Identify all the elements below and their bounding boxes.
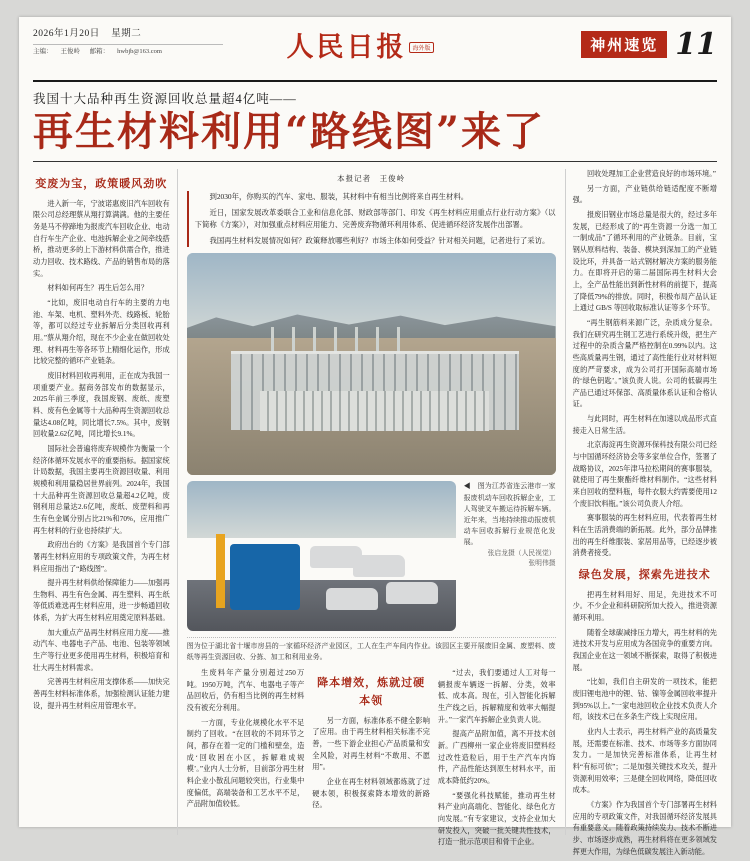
mid-col-1	[187, 668, 305, 852]
paragraph: 进入新一年，宁波诺惠废旧汽车回收有限公司总经理蔡从翔打算满满。他的主要任务是马不停蹄地为报废汽车回收企业、电动自行车生产企业、电池拆解企业之间牵线搭桥，推动更多的上下游材料供需合作，推进动力回收、技术路线、产品的销售布局的落实。	[33, 199, 170, 278]
paragraph: 随着全球碳减排压力增大，再生材料的先进技术开发与应用成为各国竞争的重要方向。我国企业在这一领域不断探索，取得了积极进展。	[572, 628, 717, 672]
paper-title: 人民日报	[286, 32, 407, 63]
paragraph: 生废料年产量分别超过250万吨。1950万吨，汽车、电器电子等产品回收后，仍有相当比例的再生材料没有被充分利用。	[186, 669, 305, 713]
photo-car	[386, 582, 438, 604]
photo-credit-main: 张启龙摄（人民视觉）	[487, 549, 556, 557]
subhead-right: 绿色发展，探索先进技术	[578, 569, 711, 581]
email-label: 邮箱：	[89, 48, 110, 56]
caption-text: ◀ 图为江苏省连云港市一家报废机动车回收拆解企业，工人驾驶叉车搬运待拆解车辆。近年来，当地持续推动报废机动车回收拆解行业规范化发展。	[463, 482, 556, 547]
paragraph: 政府出台的《方案》是我国首个专门部署再生材料应用的专项政策文件，为再生材料应用指出了“路线图”。	[33, 541, 170, 573]
lede-paragraph: 我国再生材料发展情况如何？政策释放哪些利好？市场主体如何受益？针对相关问题，记者进行了采访。	[209, 235, 550, 245]
page-number: 11	[675, 27, 717, 62]
mid-col-2	[312, 668, 430, 852]
photo-industrial-park	[187, 253, 556, 475]
paragraph: 把再生材料用好、用足，先进技术不可少。不少企业和科研院所加大投入，推进资源循环利用。	[572, 590, 717, 623]
lede-paragraph: 近日，国家发展改革委联合工业和信息化部、财政部等部门、印发《再生材料应用重点行业行动方案》（以下简称《方案》），对加强重点材料应用能力、完善废弃物循环利用体系、促进循环经济发展作出部署。	[194, 207, 556, 230]
photo-caption-main: 图为位于湖北省十堰市房县的一家循环经济产业园区，工人在生产车间内作业。该园区主要开展废旧金属、废塑料、废纸等再生资源回收、分拣、加工和利用业务。	[187, 637, 556, 663]
paragraph: 业内人士表示，再生材料产业的高质量发展，还需要在标准、技术、市场等多方面协同发力。一是加快完善标准体系，让再生材料“有标可依”；二是加强关键技术攻关，提升资源利用效率；三是健全回收网络，降低回收成本。	[572, 728, 717, 795]
photo-caption-side	[464, 481, 556, 637]
column-left	[33, 169, 178, 835]
column-middle	[186, 169, 556, 847]
paragraph: 报废旧钢业市场总量是很大的，经过多年发展，已经形成了的“再生资源一分选一加工一制成品”了循环利用的产业链条。目前，宝钢从原料结构、装备、模块到深加工的产业链设比环，并具备一站式钢材解决方案的服务能力。在即将开启的第二届国际再生材料大会上，全产品性能出到新性材料的前提下，提高了降低79%的排放。同时，积极布局产品认证上通过 GB/S 等回收取标准认证等多个环节。	[572, 210, 717, 313]
paragraph: “要强化科技赋能，推动再生材料产业向高端化、智能化、绿色化方向发展。”有专家建议，支持企业加大研发投入，突破一批关键共性技术，打造一批示范项目和骨干企业。	[437, 791, 556, 847]
photo-car	[326, 588, 378, 610]
lede-block	[187, 191, 556, 247]
paragraph: “比如，废旧电动自行车的主要的力电池、车架、电机、塑料外壳、线路板、轮胎等，都可以经过专业拆解后分类回收再利用。”蔡从翔介绍，现在不少企业在做回收处理、材料再生等各环节上精细化运作，形成比较完整的循环产业链条。	[33, 299, 170, 366]
paragraph: 一方面，专业化规模化水平不足制约了回收。“在回收的不同环节之间，都存在着一定的门槛和壁垒，造成‘回收困在小区，拆解难成规模’。”业内人士分析，目前部分再生材料企业小散乱问题较突出，行业集中度偏低，高端装备和工艺水平不足，产品附加值较低。	[186, 718, 305, 809]
paragraph: “比如，我们自主研发的一项技术，能把废旧锂电池中的锂、钴、镍等金属回收率提升到95%以上。”一家电池回收企业技术负责人介绍，该技术已在多条生产线上实现应用。	[572, 678, 717, 722]
paragraph: 国际社会普遍将废弃规模作为衡量一个经济体循环发展水平的重要指标。据国家统计局数据，我国主要再生资源回收量、利用规模和利用量稳居世界前列。2024年，我国十大品种再生资源回收总量超4.2亿吨，废钢利用总量达2.6亿吨，废纸、废塑料和再生有色金属分别占比21%和70%，应用推广再生材料的行业也持续扩大。	[33, 444, 170, 535]
paragraph: 废旧材料回收再利用，正在成为我国一项重要产业。据商务部发布的数据显示，2025年前三季度，我国废钢、废纸、废塑料、废有色金属等十大品种再生资源回收总量达4.08亿吨，同比增长7.5%。其中，废钢回收量2.62亿吨，同比增长9.1%。	[33, 372, 170, 439]
paper-edition-badge: 海外版	[409, 42, 433, 53]
paragraph: 提升再生材料供给保障能力——加强再生物料、再生有色金属、再生塑料、再生纸等低质难选再生材料应用，进一步畅通回收体系，为扩大再生材料应用奠定原料基础。	[33, 579, 170, 623]
section-badge: 神州速览	[581, 31, 667, 58]
newspaper-page	[19, 17, 731, 856]
photo-car	[353, 555, 405, 577]
paragraph: 完善再生材料应用支撑体系——加快完善再生材料标准体系，加强检测认证能力建设，提升再生材料应用管理水平。	[33, 678, 170, 710]
paragraph: 企业在再生材料领域都炼就了过硬本领，积极探索降本增效的新路径。	[312, 778, 430, 810]
photo-vehicle-recycling	[187, 481, 456, 631]
publication-date	[33, 27, 223, 41]
mid-bottom-columns	[187, 668, 556, 852]
subhead-left: 变废为宝，政策暖风劲吹	[35, 178, 168, 190]
masthead-left	[33, 27, 223, 57]
page-title: 再生材料利用“路线图”来了	[33, 108, 546, 155]
paragraph: 赛事服装的再生材料应用，代表着再生材料在生活消费端的新拓展。此外，部分品牌推出的再生纤维服装、家居用品等，已经逐步被消费者接受。	[572, 514, 717, 558]
paragraph: 另一方面，产业链供给链适配度不断增强。	[572, 184, 717, 205]
mid-col-3	[438, 668, 556, 852]
email-value: hwbjb@163.com	[117, 48, 162, 56]
paragraph: 加大重点产品再生材料应用力度——推动汽车、电器电子产品、电池、包装等领域生产等行业更多使用再生材料，积极培育和壮大再生材料需求。	[33, 628, 170, 672]
byline: 本报记者 王俊岭	[337, 174, 406, 183]
paragraph: 提高产品附加值，离不开技术创新。广西柳州一家企业将废旧塑料经过改性造粒后，用于生产汽车内饰件，产品性能达到原生材料水平，而成本降低约20%。	[437, 730, 556, 786]
lede-paragraph: 到2030年，你购买的汽车、家电、服装，其材料中有相当比例将来自再生材料。	[209, 192, 469, 202]
paragraph: 北京海淀再生资源环保科技有限公司已经与中国循环经济协会等多家单位合作，签署了战略协议，2025年津马拉松期间的赛事服装，就使用了再生聚酯纤维材料制作。“这些材料来自回收的塑料瓶，每件衣服大约需要使用12个废旧饮料瓶。”该公司负责人介绍。	[572, 441, 717, 508]
article-body	[33, 169, 717, 856]
masthead-logo	[223, 25, 497, 64]
paragraph: 回收处理加工企业营造良好的市场环境。”	[586, 170, 716, 178]
editor-label: 主编：	[33, 48, 53, 56]
paragraph: “过去，我们要通过人工对每一辆报废车辆逐一拆解、分类，效率低、成本高。现在，引入智能化拆解生产线之后，拆解精度和效率大幅提升。”一家汽车拆解企业负责人说。	[437, 669, 556, 724]
paragraph: 另一方面，标准体系不健全影响了应用。由于再生材料相关标准不完善，一些下游企业担心产品质量和安全风险，对再生材料“不敢用、不愿用”。	[312, 716, 430, 772]
masthead	[33, 27, 717, 82]
photo-forklift	[230, 544, 300, 610]
masthead-right	[497, 27, 717, 62]
paragraph: 《方案》作为我国首个专门部署再生材料应用的专项政策文件，对我国循环经济发展具有重要意义。随着政策持续发力、技术不断进步、市场逐步成熟，再生材料将在更多领域发挥更大作用，为绿色低碳发展注入新动能。	[572, 800, 717, 856]
masthead-meta	[33, 44, 223, 57]
editor-name: 王俊岭	[60, 48, 80, 56]
headline-zone	[33, 82, 717, 162]
headline-kicker: 我国十大品种再生资源回收总量超4亿吨——	[33, 92, 297, 106]
photo-credit-sub: 张明伟摄	[528, 559, 556, 567]
photo-factory-roofs-2	[260, 391, 489, 431]
photo-sky	[187, 481, 456, 538]
photo-smokestacks	[253, 327, 401, 354]
subhead-mid: 降本增效，炼就过硬本领	[317, 677, 426, 707]
date-text: 2026年1月20日	[33, 29, 100, 39]
paragraph: 与此同时，再生材料在加速以成品形式直接走入日常生活。	[572, 415, 717, 435]
weekday-text: 星期二	[111, 29, 142, 39]
paragraph: 材料如何再生？再生后怎么用？	[47, 284, 149, 293]
column-right	[565, 169, 717, 856]
paragraph: “再生钢筋料来源广泛，杂质成分复杂。我们在研究再生钢工艺进行系统升级，把生产过程中的杂质含量严格控制在0.99%以内。这些高质量再生钢，通过了高性能行业对材料短度的严苛要求，成为公司打开国际高端市场的‘绿色钥匙’。”该负责人说。公司的低碳再生产品已通过环保部、高质量体系认证和合格认证。	[572, 318, 717, 409]
